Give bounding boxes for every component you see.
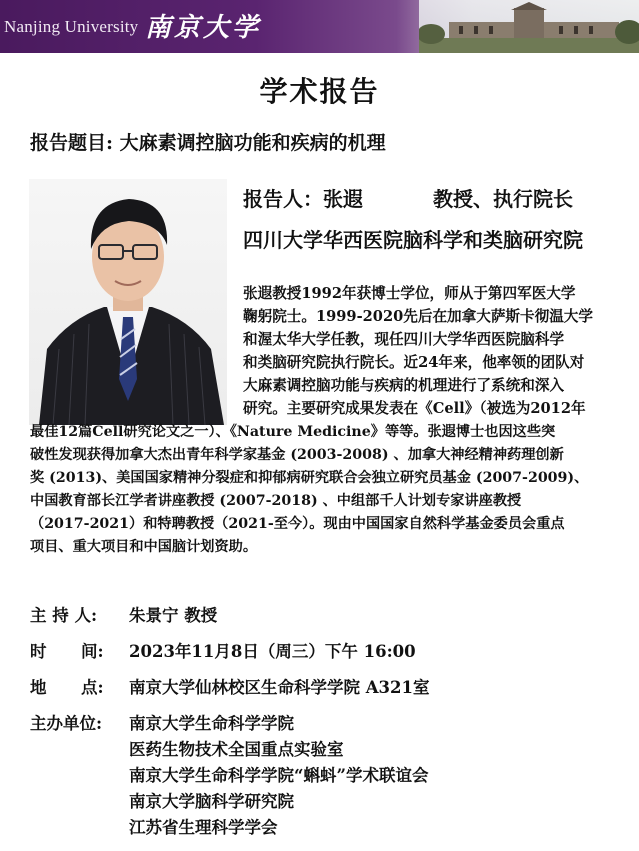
bio-line: 张遐教授1992年获博士学位，师从于第四军医大学 [243, 285, 576, 302]
bio-line: 研究。主要研究成果发表在《Cell》（被选为2012年 [243, 400, 586, 417]
bio-line: 和类脑研究院执行院长。近24年来，他率领的团队对 [243, 354, 585, 371]
time-value: 2023年11月8日（周三）下午 16:00 [129, 642, 416, 661]
organizer-item: 南京大学生命科学学院 [129, 714, 294, 733]
organizer-item: 江苏省生理科学学会 [129, 818, 278, 837]
speaker-name: 报告人：张遐 [243, 187, 363, 211]
organizer-item: 医药生物技术全国重点实验室 [129, 740, 344, 759]
place-value: 南京大学仙林校区生命科学学院 A321室 [129, 678, 430, 697]
host-label: 主 持 人: [30, 606, 98, 625]
report-topic: 报告题目: 大麻素调控脑功能和疾病的机理 [30, 132, 386, 154]
page-title: 学术报告 [259, 75, 380, 108]
university-name-cn: 南京大学 [145, 13, 262, 43]
bio-line: 大麻素调控脑功能与疾病的机理进行了系统和深入 [243, 377, 565, 394]
bio-line: （2017-2021）和特聘教授（2021-至今）。现由中国国家自然科学基金委员会重点 [30, 516, 565, 532]
time-label: 时 间: [30, 642, 104, 661]
bio-line: 破性发现获得加拿大杰出青年科学家基金 (2003-2008) 、加拿大神经精神药理创新 [30, 447, 564, 463]
organizer-item: 南京大学脑科学研究院 [129, 792, 294, 811]
organizer-label: 主办单位: [30, 714, 103, 733]
organizer-item: 南京大学生命科学学院“蝌蚪”学术联谊会 [129, 766, 429, 785]
host-value: 朱景宁 教授 [129, 606, 218, 625]
place-label: 地 点: [30, 678, 104, 697]
campus-building-image [419, 0, 639, 53]
bio-line: 和渥太华大学任教，现任四川大学华西医院脑科学 [243, 331, 565, 348]
bio-line: 鞠躬院士。1999-2020先后在加拿大萨斯卡彻温大学 [243, 308, 593, 325]
speaker-portrait-photo [29, 179, 227, 425]
bio-line: 最佳12篇Cell研究论文之一）、《Nature Medicine》等等。张遐博士也因这些突 [30, 424, 556, 440]
bio-line: 中国教育部长江学者讲座教授 (2007-2018) 、中组部千人计划专家讲座教授 [30, 493, 522, 509]
bio-line: 奖 (2013)、美国国家精神分裂症和抑郁病研究联合会独立研究员基金 (2007-2009)、 [30, 470, 589, 486]
header-banner [0, 0, 639, 53]
bio-line: 项目、重大项目和中国脑计划资助。 [30, 539, 258, 555]
university-name-en: Nanjing University [4, 17, 139, 36]
speaker-titles: 教授、执行院长 [433, 187, 573, 211]
speaker-affiliation: 四川大学华西医院脑科学和类脑研究院 [243, 228, 583, 252]
